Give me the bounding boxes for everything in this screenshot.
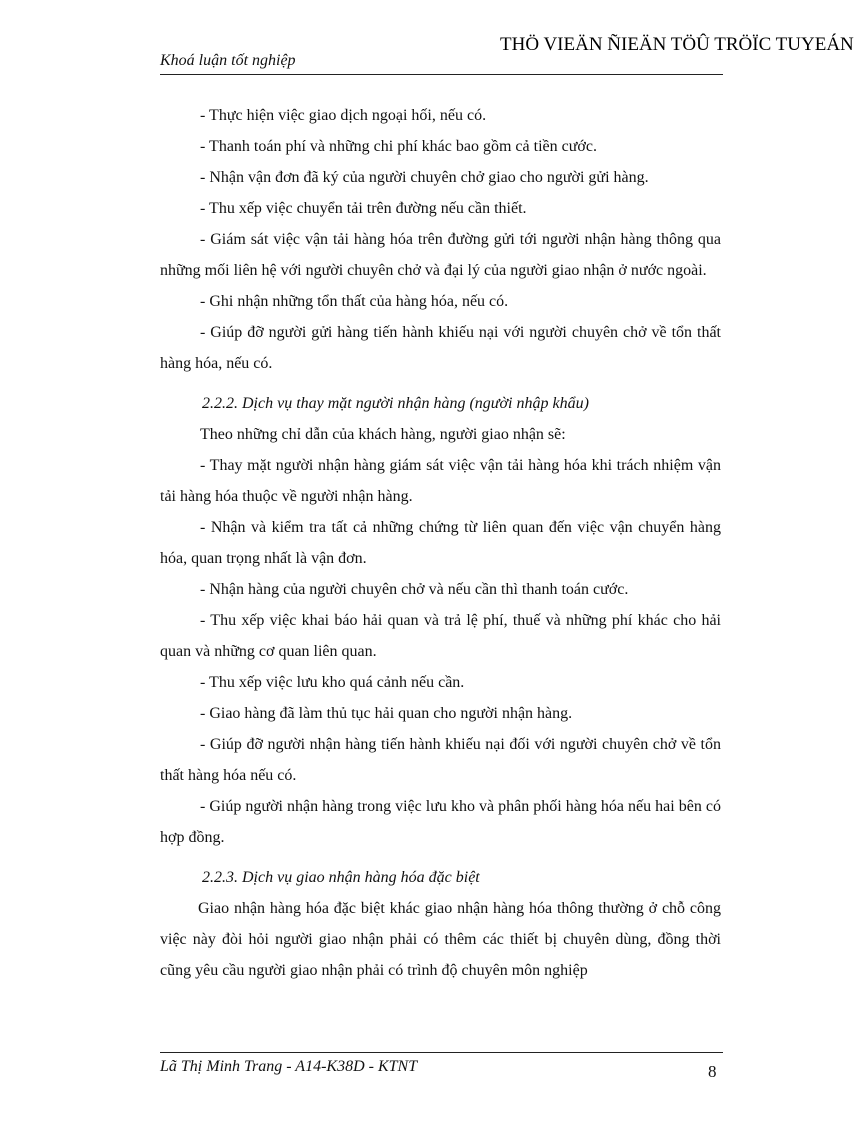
section-heading-2-2-2: 2.2.2. Dịch vụ thay mặt người nhận hàng (người nhập khẩu) (202, 395, 589, 412)
list-item: - Nhận vận đơn đã ký của người chuyên chở giao cho người gửi hàng. (200, 169, 649, 186)
list-item: - Nhận và kiểm tra tất cả những chứng từ liên quan đến việc vận chuyển hàng hóa, quan trọng nhất là vận đơn. (160, 519, 721, 567)
list-item: - Ghi nhận những tổn thất của hàng hóa, nếu có. (200, 293, 509, 310)
list-item: - Giám sát việc vận tải hàng hóa trên đường gửi tới người nhận hàng thông qua những mối liên hệ với người chuyên chở và đại lý của người giao nhận ở nước ngoài. (160, 231, 721, 279)
watermark-text: THÖ VIEÄN ÑIEÄN TÖÛ TRÖÏC TUYEÁN (500, 34, 854, 55)
list-item: - Thu xếp việc lưu kho quá cảnh nếu cần. (200, 674, 465, 691)
list-item: - Thu xếp việc chuyển tải trên đường nếu cần thiết. (200, 200, 527, 217)
paragraph: Giao nhận hàng hóa đặc biệt khác giao nhận hàng hóa thông thường ở chỗ công việc này đòi hỏi người giao nhận phải có thêm các thiết bị chuyên dùng, đồng thời cũng yêu cầu người giao nhận phải có trình độ chuyên môn nghiệp (160, 900, 721, 979)
list-item: - Thanh toán phí và những chi phí khác bao gồm cả tiền cước. (200, 138, 597, 155)
header-divider (160, 74, 723, 75)
list-item: - Nhận hàng của người chuyên chở và nếu cần thì thanh toán cước. (200, 581, 629, 598)
list-item: - Thu xếp việc khai báo hải quan và trả lệ phí, thuế và những phí khác cho hải quan và những cơ quan liên quan. (160, 612, 721, 660)
footer-author: Lã Thị Minh Trang - A14-K38D - KTNT (160, 1058, 418, 1075)
document-body (160, 100, 721, 986)
list-item: - Giao hàng đã làm thủ tục hải quan cho người nhận hàng. (200, 705, 573, 722)
section-heading-2-2-3: 2.2.3. Dịch vụ giao nhận hàng hóa đặc biệt (202, 869, 480, 886)
list-item: - Giúp đỡ người gửi hàng tiến hành khiếu nại với người chuyên chở về tổn thất hàng hóa, nếu có. (160, 324, 721, 372)
list-item: - Thay mặt người nhận hàng giám sát việc vận tải hàng hóa khi trách nhiệm vận tải hàng hóa thuộc về người nhận hàng. (160, 457, 721, 505)
footer-divider (160, 1052, 723, 1053)
header-title: Khoá luận tốt nghiệp (160, 52, 296, 69)
page-number: 8 (708, 1062, 717, 1081)
section-intro: Theo những chỉ dẫn của khách hàng, người giao nhận sẽ: (200, 426, 566, 443)
list-item: - Giúp đỡ người nhận hàng tiến hành khiếu nại đối với người chuyên chở về tổn thất hàng hóa nếu có. (160, 736, 721, 784)
list-item: - Giúp người nhận hàng trong việc lưu kho và phân phối hàng hóa nếu hai bên có hợp đồng. (160, 798, 721, 846)
list-item: - Thực hiện việc giao dịch ngoại hối, nếu có. (200, 107, 487, 124)
